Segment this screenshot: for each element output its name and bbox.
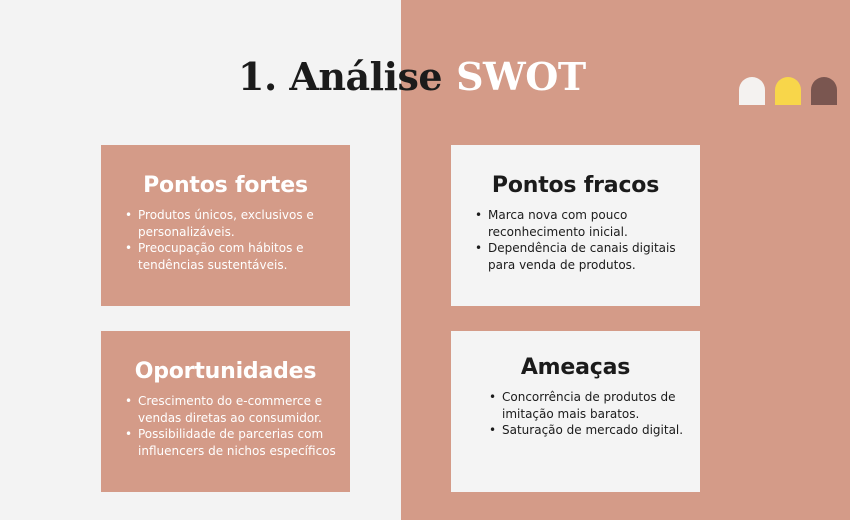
list-item: • Concorrência de produtos de imitação mais baratos. [489, 389, 690, 422]
title-word-swot: SWOT [456, 54, 586, 99]
title-number: 1. [238, 54, 277, 99]
weaknesses-list [475, 207, 690, 273]
title-word-analise: Análise [289, 54, 443, 99]
list-item: • Produtos únicos, exclusivos e personalizáveis. [125, 207, 340, 240]
arch-yellow-icon [775, 77, 801, 105]
decorative-arches [739, 77, 837, 105]
list-item: • Possibilidade de parcerias com influencers de nichos específicos [125, 426, 340, 459]
page-title [238, 54, 586, 99]
threats-list [475, 389, 690, 439]
arch-white-icon [739, 77, 765, 105]
weaknesses-card [451, 145, 700, 306]
list-item: • Preocupação com hábitos e tendências sustentáveis. [125, 240, 340, 273]
opportunities-list [125, 393, 340, 459]
list-item: • Crescimento do e-commerce e vendas diretas ao consumidor. [125, 393, 340, 426]
opportunities-card [101, 331, 350, 492]
strengths-heading: Pontos fortes [143, 173, 308, 198]
threats-heading: Ameaças [520, 355, 631, 380]
weaknesses-heading: Pontos fracos [491, 173, 660, 198]
opportunities-heading: Oportunidades [134, 359, 317, 384]
threats-card [451, 331, 700, 492]
arch-brown-icon [811, 77, 837, 105]
list-item: • Saturação de mercado digital. [489, 422, 690, 439]
list-item: • Marca nova com pouco reconhecimento inicial. [475, 207, 690, 240]
strengths-card [101, 145, 350, 306]
strengths-list [125, 207, 340, 273]
list-item: • Dependência de canais digitais para venda de produtos. [475, 240, 690, 273]
